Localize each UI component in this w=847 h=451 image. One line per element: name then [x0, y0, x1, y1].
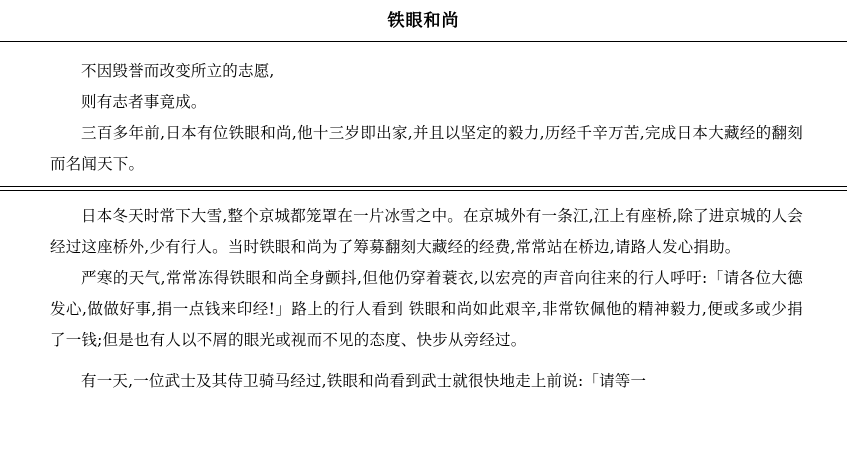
paragraph-1: 不因毁誉而改变所立的志愿,	[81, 62, 275, 80]
paragraph-3: 三百多年前,日本有位铁眼和尚,他十三岁即出家,并且以坚定的毅力,历经千辛万苦,完成日本大藏经的翻刻而名闻天下。	[50, 124, 803, 173]
spacer	[50, 42, 803, 56]
document-body	[0, 42, 847, 180]
document-body-continued	[0, 191, 847, 397]
paragraph-5: 严寒的天气,常常冻得铁眼和尚全身颤抖,但他仍穿着蓑衣,以宏亮的声音向往来的行人呼吁:「请各位大德发心,做做好事,捐一点钱来印经!」路上的行人看到 铁眼和尚如此艰辛,非常钦佩他的精神毅力,便或多或少捐了一钱;但是也有人以不屑的眼光或视而不见的态度、快步从旁经过。	[50, 269, 803, 349]
paragraph-2: 则有志者事竟成。	[81, 93, 207, 111]
spacer-3	[50, 356, 803, 366]
paragraph-4: 日本冬天时常下大雪,整个京城都笼罩在一片冰雪之中。在京城外有一条江,江上有座桥,除了进京城的人会经过这座桥外,少有行人。当时铁眼和尚为了筹募翻刻大藏经的经费,常常站在桥边,请路人发心捐助。	[50, 207, 803, 256]
document-page	[0, 9, 847, 451]
page-title: 铁眼和尚	[387, 11, 460, 31]
spacer-2	[50, 191, 803, 201]
paragraph-6: 有一天,一位武士及其侍卫骑马经过,铁眼和尚看到武士就很快地走上前说:「请等一	[81, 372, 647, 390]
divider-middle-1	[0, 186, 847, 187]
